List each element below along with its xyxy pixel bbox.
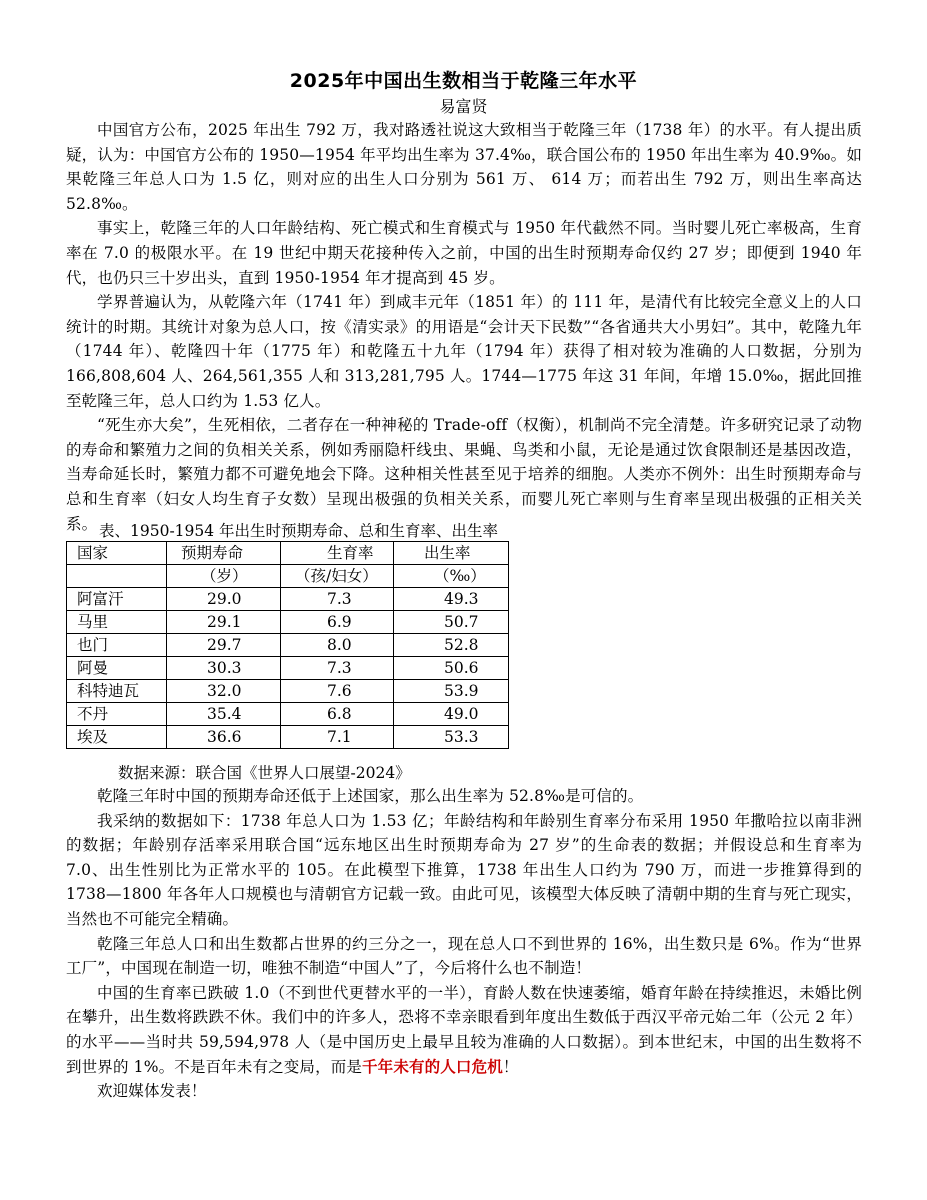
body-top [66, 118, 862, 536]
cell-birth-rate: 50.7 [394, 611, 509, 634]
cell-country: 马里 [67, 611, 167, 634]
table-row [67, 703, 509, 726]
cell-life-expectancy: 29.7 [167, 634, 281, 657]
cell-country: 阿富汗 [67, 588, 167, 611]
header-country: 国家 [67, 542, 167, 565]
paragraph-conclusion: 乾隆三年时中国的预期寿命还低于上述国家，那么出生率为 52.8‰是可信的。 [97, 787, 644, 805]
header-life-expectancy: 预期寿命 [167, 542, 281, 565]
cell-life-expectancy: 35.4 [167, 703, 281, 726]
cell-birth-rate: 50.6 [394, 657, 509, 680]
body-bottom [66, 784, 862, 1104]
cell-life-expectancy: 29.1 [167, 611, 281, 634]
cell-country: 也门 [67, 634, 167, 657]
cell-birth-rate: 52.8 [394, 634, 509, 657]
article-title: 2025年中国出生数相当于乾隆三年水平 [289, 70, 638, 92]
cell-life-expectancy: 29.0 [167, 588, 281, 611]
paragraph-closing: 欢迎媒体发表！ [97, 1082, 207, 1101]
article-author: 易富贤 [439, 97, 488, 116]
cell-fertility: 7.6 [281, 680, 394, 703]
paragraph-world-share: 乾隆三年总人口和出生数都占世界的约三分之一，现在总人口不到世界的 16%，出生数只是 6%。作为“世界工厂”，中国现在制造一切，唯独不制造“中国人”了，今后将什么也不制造！ [66, 934, 862, 978]
paragraph-tradeoff: “死生亦大矣”，生死相依，二者存在一种神秘的 Trade-off（权衡），机制尚不完全清楚。许多研究记录了动物的寿命和繁殖力之间的负相关关系，例如秀丽隐杆线虫、果蝇、鸟类和小鼠，无论是通过饮食限制还是基因改造，当寿命延长时，繁殖力都不可避免地会下降。这种相关性甚至见于培养的细胞。人类亦不例外：出生时预期寿命与总和生育率（妇女人均生育子女数）呈现出极强的负相关关系，而婴儿死亡率则与生育率呈现出极强的正相关关系。 [66, 416, 862, 533]
cell-fertility: 6.8 [281, 703, 394, 726]
paragraph-statistics: 学界普遍认为，从乾隆六年（1741 年）到咸丰元年（1851 年）的 111 年，是清代有比较完全意义上的人口统计的时期。其统计对象为总人口，按《清实录》的用语是“会计天下民数”“各省通共大小男妇”。其中，乾隆九年（1744 年）、乾隆四十年（1775 年）和乾隆五十九年（1794 年）获得了相对较为准确的人口数据，分别为 166,808,604 人、264,561,355 人和 313,281,795 人。1744—1775 年这 31 年间，年增 15.0‰，据此回推至乾隆三年，总人口约为 1.53 亿人。 [66, 293, 862, 410]
table-caption: 表、1950-1954 年出生时预期寿命、总和生育率、出生率 [99, 522, 499, 540]
cell-birth-rate: 49.0 [394, 703, 509, 726]
crisis-text: 中国的生育率已跌破 1.0（不到世代更替水平的一半），育龄人数在快速萎缩，婚育年龄在持续推迟，未婚比例在攀升，出生数将跌跌不休。我们中的许多人，恐将不幸亲眼看到年度出生数低于西汉平帝元始二年（公元 2 年）的水平——当时共 59,594,978 人（是中国历史上最早且较为准确的人口数据）。到本世纪末，中国的出生数将不到世界的 1%。不是百年未有之变局，而是 [66, 983, 862, 1076]
table-row [67, 634, 509, 657]
crisis-end: ！ [502, 1057, 519, 1076]
table-row [67, 588, 509, 611]
table-row [67, 611, 509, 634]
cell-fertility: 7.3 [281, 588, 394, 611]
cell-country: 科特迪瓦 [67, 680, 167, 703]
table-units-row [67, 565, 509, 588]
data-table [66, 541, 509, 749]
paragraph-crisis [66, 981, 862, 1079]
paragraph-model: 我采纳的数据如下：1738 年总人口为 1.53 亿；年龄结构和年龄别生育率分布采用 1950 年撒哈拉以南非洲的数据；年龄别存活率采用联合国“远东地区出生时预期寿命为 27 岁”的生命表的数据；并假设总和生育率为 7.0、出生性别比为正常水平的 105。在此模型下推算，1738 年出生人口约为 790 万，而进一步推算得到的 1738—1800 年各年人口规模也与清朝官方记载一致。由此可见，该模型大体反映了清朝中期的生育与死亡现实，当然也不可能完全精确。 [66, 811, 862, 928]
table-row [67, 726, 509, 749]
cell-life-expectancy: 32.0 [167, 680, 281, 703]
table-row [67, 680, 509, 703]
header-fertility: 生育率 [281, 542, 394, 565]
paragraph-demography: 事实上，乾隆三年的人口年龄结构、死亡模式和生育模式与 1950 年代截然不同。当时婴儿死亡率极高，生育率在 7.0 的极限水平。在 19 世纪中期天花接种传入之前，中国的出生时预期寿命仅约 27 岁；即便到 1940 年代，也仍只三十岁出头，直到 1950-1954 年才提高到 45 岁。 [66, 219, 862, 287]
cell-birth-rate: 49.3 [394, 588, 509, 611]
cell-fertility: 8.0 [281, 634, 394, 657]
table-source: 数据来源：联合国《世界人口展望-2024》 [118, 764, 411, 782]
cell-country: 不丹 [67, 703, 167, 726]
unit-birth-rate: （‰） [394, 565, 509, 588]
table-row [67, 657, 509, 680]
cell-country: 阿曼 [67, 657, 167, 680]
cell-fertility: 7.1 [281, 726, 394, 749]
header-birth-rate: 出生率 [394, 542, 509, 565]
unit-country [67, 565, 167, 588]
crisis-highlight: 千年未有的人口危机 [362, 1057, 503, 1076]
unit-life-expectancy: （岁） [167, 565, 281, 588]
cell-birth-rate: 53.3 [394, 726, 509, 749]
cell-fertility: 7.3 [281, 657, 394, 680]
table-header-row [67, 542, 509, 565]
cell-life-expectancy: 36.6 [167, 726, 281, 749]
cell-birth-rate: 53.9 [394, 680, 509, 703]
cell-life-expectancy: 30.3 [167, 657, 281, 680]
paragraph-intro: 中国官方公布，2025 年出生 792 万，我对路透社说这大致相当于乾隆三年（1738 年）的水平。有人提出质疑，认为：中国官方公布的 1950—1954 年平均出生率为 37.4‰，联合国公布的 1950 年出生率为 40.9‰。如果乾隆三年总人口为 1.5 亿，则对应的出生人口分别为 561 万、 614 万；而若出生 792 万，则出生率高达 52.8‰。 [66, 121, 862, 213]
unit-fertility: （孩/妇女） [281, 565, 394, 588]
cell-fertility: 6.9 [281, 611, 394, 634]
cell-country: 埃及 [67, 726, 167, 749]
